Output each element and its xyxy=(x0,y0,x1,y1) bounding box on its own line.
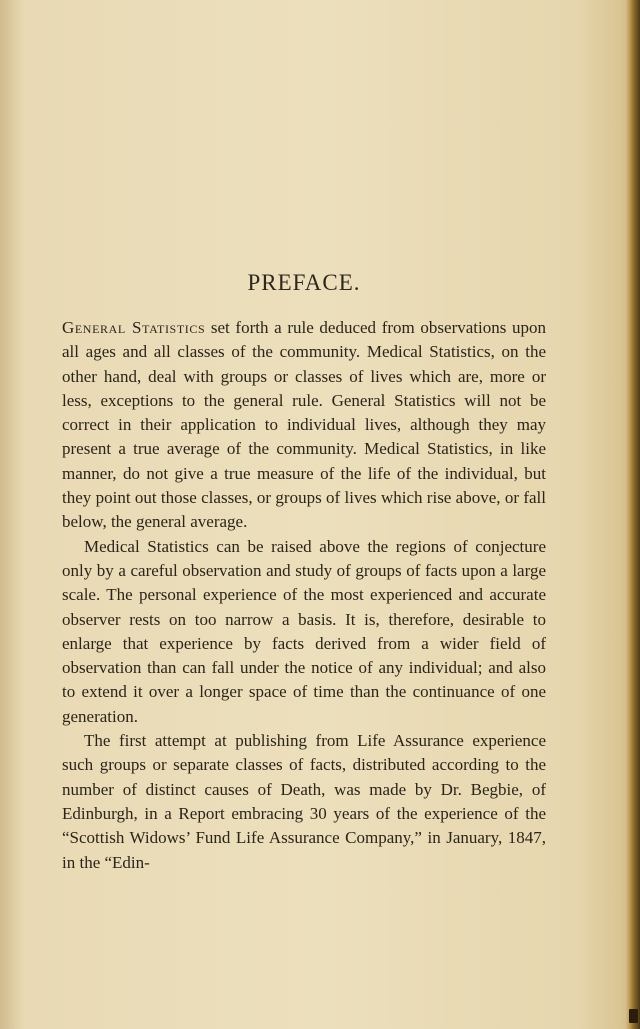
paragraph-1 xyxy=(62,316,546,535)
paragraph-lead: General Statistics xyxy=(62,318,206,337)
paragraph-text: set forth a rule deduced from observations upon all ages and all classes of the community. Medical Statistics, on the other hand, deal with groups or classes of lives which are, more or less, exceptions to the general rule. General Statistics will not be correct in their application to individual lives, although they may present a true average of the community. Medical Statistics, in like manner, do not give a true measure of the life of the individual, but they point out those classes, or groups of lives which rise above, or fall below, the general average. xyxy=(62,318,546,532)
edge-mark xyxy=(629,1009,638,1023)
page-title: PREFACE. xyxy=(247,270,361,295)
paragraph-2: Medical Statistics can be raised above the regions of conjecture only by a careful observation and study of groups of facts upon a large scale. The personal experience of the most experienced and accurate observer rests on too narrow a basis. It is, therefore, desirable to enlarge that experience by facts derived from a wider field of observation than can fall under the notice of any individual; and also to extend it over a longer space of time than the continuance of one generation. xyxy=(62,536,546,726)
page-edge xyxy=(626,0,640,1029)
gutter-shadow xyxy=(0,0,22,1029)
preface-text xyxy=(62,270,546,875)
paragraph-3: The first attempt at publishing from Life Assurance experience such groups or separate classes of facts, distributed according to the number of distinct causes of Death, was made by Dr. Begbie, of Edinburgh, in a Report embracing 30 years of the experience of the “Scottish Widows’ Fund Life Assurance Company,” in January, 1847, in the “Edin- xyxy=(62,731,546,872)
